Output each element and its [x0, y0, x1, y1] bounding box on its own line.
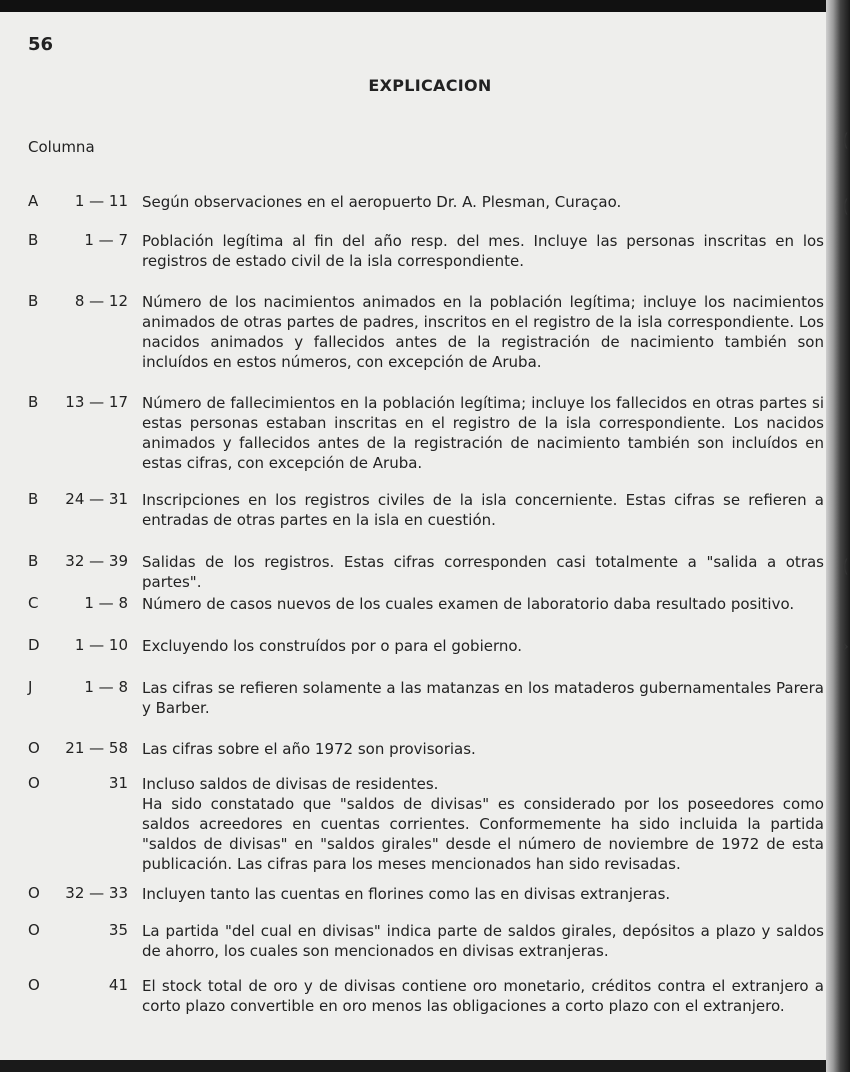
- entry-range: 1 — 8: [84, 594, 128, 612]
- entry-paragraph: Salidas de los registros. Estas cifras corresponden casi totalmente a "salida a otras partes".: [142, 553, 824, 591]
- entry-letter: O: [28, 774, 40, 792]
- entry-text: [142, 393, 824, 473]
- entry-paragraph: La partida "del cual en divisas" indica parte de saldos girales, depósitos a plazo y saldos de ahorro, los cuales son mencionados en divisas extranjeras.: [142, 922, 824, 960]
- entry-letter: O: [28, 884, 40, 902]
- entry-text: [142, 678, 824, 718]
- entry-paragraph: Según observaciones en el aeropuerto Dr. A. Plesman, Curaçao.: [142, 193, 622, 211]
- entry-paragraph: Las cifras se refieren solamente a las matanzas en los mataderos gubernamentales Parera y Barber.: [142, 679, 824, 717]
- document-page: [0, 12, 828, 1060]
- entry-text: [142, 884, 824, 904]
- edge-bracket-mark: (: [842, 556, 850, 577]
- entry-paragraph: El stock total de oro y de divisas contiene oro monetario, créditos contra el extranjero a corto plazo convertible en oro menos las obligaciones a corto plazo con el extranjero.: [142, 977, 824, 1015]
- entry-text: [142, 192, 824, 212]
- entry-text: [142, 292, 824, 372]
- entry-range: 13 — 17: [65, 393, 128, 411]
- entry-text: [142, 774, 824, 874]
- entry-text: [142, 552, 824, 592]
- entry-range: 8 — 12: [74, 292, 128, 310]
- entry-range: 1 — 10: [74, 636, 128, 654]
- entry-text: [142, 921, 824, 961]
- entry-paragraph: Número de casos nuevos de los cuales examen de laboratorio daba resultado positivo.: [142, 595, 795, 613]
- page-number: 56: [28, 34, 54, 55]
- entry-letter: B: [28, 393, 39, 411]
- entry-paragraph: Excluyendo los construídos por o para el gobierno.: [142, 637, 523, 655]
- edge-arrow-mark: ›: [842, 636, 850, 657]
- binding-shadow: [826, 0, 850, 1072]
- entry-text: [142, 231, 824, 271]
- edge-bracket-mark: (: [842, 196, 850, 217]
- entry-letter: B: [28, 490, 39, 508]
- entry-range: 21 — 58: [65, 739, 128, 757]
- entry-letter: O: [28, 921, 40, 939]
- entry-range: 1 — 11: [74, 192, 128, 210]
- edge-bracket-mark: (: [842, 130, 850, 151]
- entry-letter: D: [28, 636, 40, 654]
- entry-letter: O: [28, 739, 40, 757]
- entry-letter: A: [28, 192, 39, 210]
- entry-text: [142, 490, 824, 530]
- entry-range: 41: [108, 976, 128, 994]
- entry-paragraph: Número de fallecimientos en la población legítima; incluye los fallecidos en otras partes si estas personas estaban inscritas en el registro de la isla correspondiente. Los nacidos animados y fallecidos antes de la registración de nacimiento también son incluídos en estas cifras, con excepción de Aruba.: [142, 394, 824, 472]
- entry-range: 1 — 7: [84, 231, 128, 249]
- entry-paragraph: Ha sido constatado que "saldos de divisas" es considerado por los poseedores como saldos acreedores en cuentas corrientes. Conformemente ha sido incluida la partida "saldos de divisas" en "saldos girales" desde el número de noviembre de 1972 de esta publicación. Las cifras para los meses mencionados han sido revisadas.: [142, 795, 824, 873]
- entry-text: [142, 739, 824, 759]
- entry-letter: J: [28, 678, 33, 696]
- entry-paragraph: Las cifras sobre el año 1972 son provisorias.: [142, 740, 476, 758]
- entry-letter: O: [28, 976, 40, 994]
- entry-text: [142, 976, 824, 1016]
- entry-range: 24 — 31: [65, 490, 128, 508]
- entry-range: 32 — 33: [65, 884, 128, 902]
- entry-letter: B: [28, 292, 39, 310]
- entry-range: 32 — 39: [65, 552, 128, 570]
- entry-paragraph: Población legítima al fin del año resp. del mes. Incluye las personas inscritas en los registros de estado civil de la isla correspondiente.: [142, 232, 824, 270]
- entry-letter: B: [28, 231, 39, 249]
- entry-range: 35: [108, 921, 128, 939]
- entry-text: [142, 636, 824, 656]
- entry-range: 1 — 8: [84, 678, 128, 696]
- column-label: Columna: [28, 138, 95, 156]
- entry-paragraph: Incluyen tanto las cuentas en florines como las en divisas extranjeras.: [142, 885, 671, 903]
- entry-paragraph: Incluso saldos de divisas de residentes.: [142, 775, 439, 793]
- page-title: EXPLICACION: [368, 76, 492, 95]
- entry-letter: C: [28, 594, 39, 612]
- entry-paragraph: Inscripciones en los registros civiles de la isla concerniente. Estas cifras se refieren a entradas de otras partes en la isla en cuestión.: [142, 491, 824, 529]
- entry-paragraph: Número de los nacimientos animados en la población legítima; incluye los nacimientos animados de otras partes de padres, inscritos en el registro de la isla correspondiente. Los nacidos animados y fallecidos antes de la registración de nacimiento también son incluídos en estos números, con excepción de Aruba.: [142, 293, 824, 371]
- entry-letter: B: [28, 552, 39, 570]
- entry-text: [142, 594, 824, 614]
- entry-range: 31: [108, 774, 128, 792]
